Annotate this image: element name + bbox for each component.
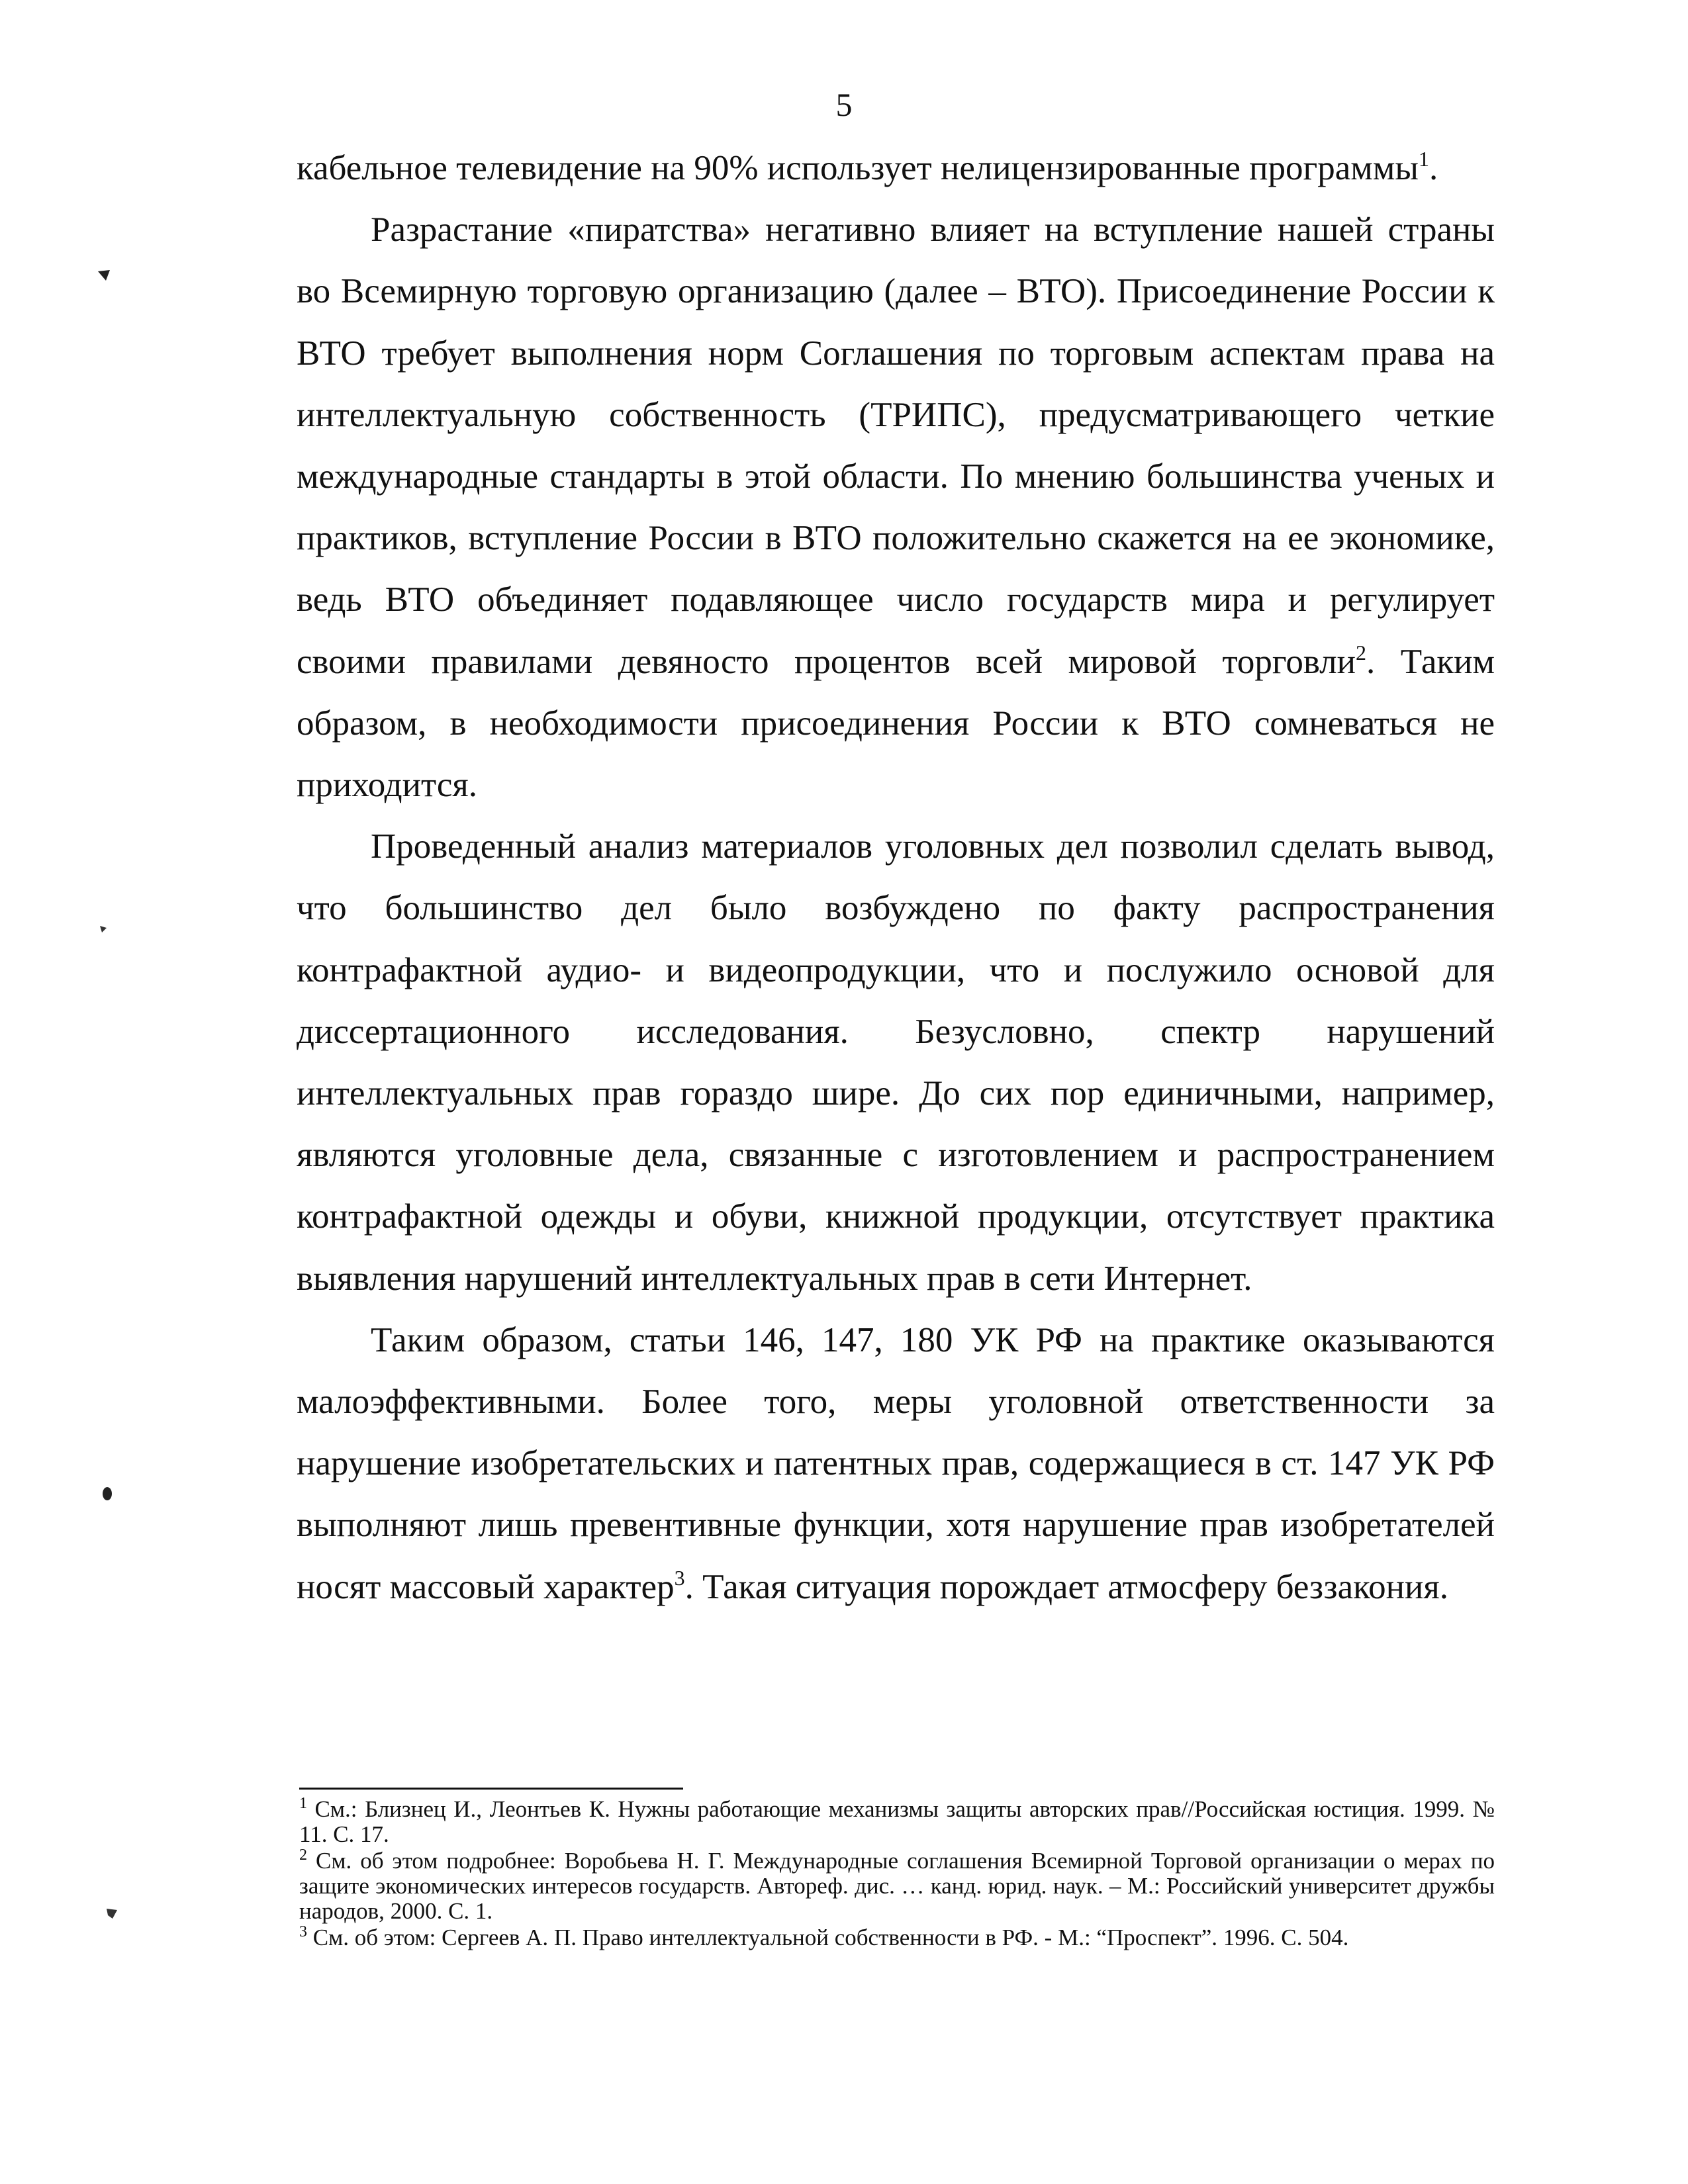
- footnote-1: [299, 1797, 1495, 1847]
- footnote-separator: [299, 1788, 683, 1790]
- footnote-mark: 1: [299, 1795, 307, 1812]
- paragraph-3: [297, 816, 1495, 1310]
- footnote-2: [299, 1848, 1495, 1924]
- footnote-text: См. об этом подробнее: Воробьева Н. Г. Международные соглашения Всемирной Торговой организации о мерах по защите экономических интересов государств. Автореф. дис. … канд. юрид. наук. – М.: Российский университет дружбы народов, 2000. С. 1.: [299, 1848, 1495, 1924]
- scan-speck-icon: [97, 269, 111, 282]
- footnote-text: См.: Близнец И., Леонтьев К. Нужны работающие механизмы защиты авторских прав//Российская юстиция. 1999. № 11. С. 17.: [299, 1796, 1495, 1847]
- footnote-ref-2[interactable]: 2: [1355, 640, 1366, 664]
- text-segment: Разрастание «пиратства» негативно влияет на вступление нашей страны во Всемирную торговую организацию (далее – ВТО). Присоединение России к ВТО требует выполнения норм Соглашения по торговым аспектам права на интеллектуальную собственность (ТРИПС), предусматривающего четкие международные стандарты в этой области. По мнению большинства ученых и практиков, вступление России в ВТО положительно скажется на ее экономике, ведь ВТО объединяет подавляющее число государств мира и регулирует своими правилами девяносто процентов всей мировой торговли: [297, 210, 1495, 681]
- text-segment: . Таким образом, в необходимости присоединения России к ВТО сомневаться не приходится.: [297, 642, 1495, 805]
- text-segment: . Такая ситуация порождает атмосферу беззакония.: [684, 1567, 1449, 1606]
- text-segment: Таким образом, статьи 146, 147, 180 УК РФ на практике оказываются малоэффективными. Более того, меры уголовной ответственности за нарушение изобретательских и патентных прав, содержащиеся в ст. 147 УК РФ выполняют лишь превентивные функции, хотя нарушение прав изобретателей носят массовый характер: [297, 1320, 1495, 1606]
- scan-speck-icon: [105, 1906, 119, 1921]
- paragraph-2: [297, 199, 1495, 816]
- footnote-mark: 2: [299, 1846, 307, 1864]
- text-segment: Проведенный анализ материалов уголовных дел позволил сделать вывод, что большинство дел было возбуждено по факту распространения контрафактной аудио- и видеопродукции, что и послужило основой для диссертационного исследования. Безусловно, спектр нарушений интеллектуальных прав гораздо шире. До сих пор единичными, например, являются уголовные дела, связанные с изготовлением и распространением контрафактной одежды и обуви, книжной продукции, отсутствует практика выявления нарушений интеллектуальных прав в сети Интернет.: [297, 827, 1495, 1298]
- text-segment: .: [1429, 149, 1438, 187]
- footnote-mark: 3: [299, 1923, 307, 1940]
- text-segment: кабельное телевидение на 90% использует нелицензированные программы: [297, 149, 1419, 187]
- paragraph-4: [297, 1310, 1495, 1618]
- scan-speck-icon: [102, 1486, 113, 1501]
- footnote-ref-1[interactable]: 1: [1419, 147, 1429, 171]
- footnote-3: [299, 1925, 1495, 1950]
- scan-speck-icon: [98, 924, 109, 934]
- paragraph-1: [297, 138, 1495, 199]
- footnote-text: См. об этом: Сергеев А. П. Право интеллектуальной собственности в РФ. - М.: “Проспект”. 1996. С. 504.: [307, 1925, 1349, 1950]
- page-number: 5: [835, 86, 853, 123]
- main-text: [297, 138, 1495, 1618]
- footnote-ref-3[interactable]: 3: [674, 1565, 685, 1590]
- footnotes: [299, 1797, 1495, 1952]
